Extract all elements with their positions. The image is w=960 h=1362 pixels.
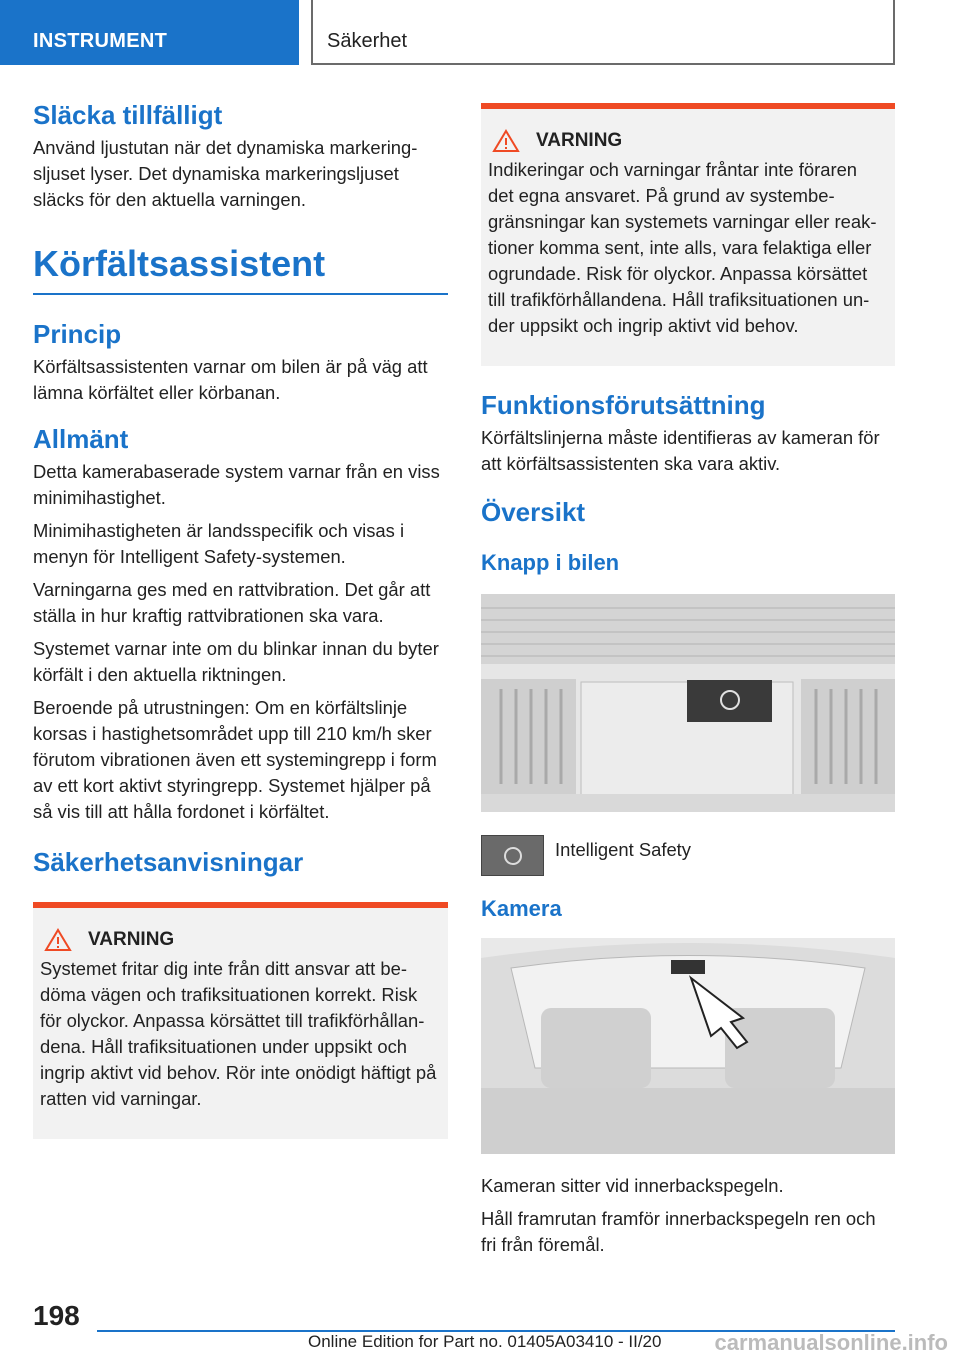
oversikt-heading: Översikt (481, 497, 586, 527)
header-section-label: INSTRUMENT (33, 30, 168, 52)
kamera-text: Kameran sitter vid innerbackspegeln. (481, 1175, 784, 1196)
header-chapter-label: Säkerhet (327, 30, 408, 52)
button-legend (481, 835, 895, 876)
allmant-paragraph: Beroende på utrustningen: Om en körfältslinje korsas i hastighetsområdet upp till 210 km/h sker förutom vibrationen även ett systemingrepp i form av ett kort aktivt styringrepp. Systemet hjälper på så vis till att hålla fordonet i körfältet. (33, 697, 437, 822)
allmant-paragraph: Systemet varnar inte om du blinkar innan du byter körfält i den aktuella riktningen. (33, 638, 439, 685)
allmant-paragraph: Detta kamerabaserade system varnar från en viss minimihastighet. (33, 461, 440, 508)
princip-heading: Princip (33, 319, 122, 349)
warning-text: Systemet fritar dig inte från ditt ansvar att bedöma vägen och trafiksituationen korrekt. Risk för olyckor. Anpassa körsättet till trafikförhållandena. Håll trafiksituationen under uppsikt och ingrip aktivt vid behov. Rör inte onödigt häftigt på ratten vid varningar. (40, 958, 437, 1109)
sakerhet-heading: Säkerhetsanvisningar (33, 847, 304, 877)
warning-box (33, 902, 448, 1139)
header-chapter-tab (311, 0, 895, 65)
allmant-paragraph: Minimihastigheten är landsspecifik och visas i menyn för Intelligent Safety-systemen. (33, 520, 405, 567)
warning-box (481, 103, 895, 366)
princip-text: Körfältsassistenten varnar om bilen är på väg att lämna körfältet eller körbanan. (33, 356, 428, 403)
warning-title: VARNING (536, 130, 623, 151)
funktion-heading: Funktionsförutsättning (481, 390, 766, 420)
page-title: Körfältsassistent (33, 243, 448, 295)
knapp-heading: Knapp i bilen (481, 550, 620, 575)
dashboard-button-photo (481, 594, 895, 812)
warning-triangle-icon (44, 928, 72, 952)
footer-edition: Online Edition for Part no. 01405A03410 - II/20 (308, 1332, 662, 1351)
funktion-text: Körfältslinjerna måste identifieras av kameran för att körfältsassistenten ska vara aktiv. (481, 427, 880, 474)
warning-triangle-icon (492, 129, 520, 153)
kamera-heading: Kamera (481, 896, 562, 921)
left-column (33, 100, 448, 1139)
header-section-tab (0, 0, 299, 65)
button-label: Intelligent Safety (555, 839, 691, 860)
site-logo: carmanualsonline.info (714, 1330, 948, 1355)
allmant-paragraph: Varningarna ges med en rattvibration. Det går att ställa in hur kraftig rattvibrationen ska vara. (33, 579, 431, 626)
right-column (481, 103, 895, 1265)
camera-interior-photo (481, 938, 895, 1154)
allmant-heading: Allmänt (33, 424, 129, 454)
slacka-heading: Släcka tillfälligt (33, 100, 223, 130)
intelligent-safety-button-icon (481, 835, 544, 876)
page-number: 198 (33, 1300, 80, 1331)
warning-title: VARNING (88, 929, 175, 950)
warning-text: Indikeringar och varningar fråntar inte föraren det egna ansvaret. På grund av systembegränsningar kan systemets varningar eller reaktioner komma sent, inte alls, vara felaktiga eller ogrundade. Risk för olyckor. Anpassa körsättet till trafikförhållandena. Håll trafiksituationen under uppsikt och ingrip aktivt vid behov. (488, 159, 877, 336)
slacka-text: Använd ljustutan när det dynamiska markeringsljuset lyser. Det dynamiska markeringsljuset släcks för den aktuella varningen. (33, 137, 418, 210)
kamera-text: Håll framrutan framför innerbackspegeln ren och fri från föremål. (481, 1208, 876, 1255)
